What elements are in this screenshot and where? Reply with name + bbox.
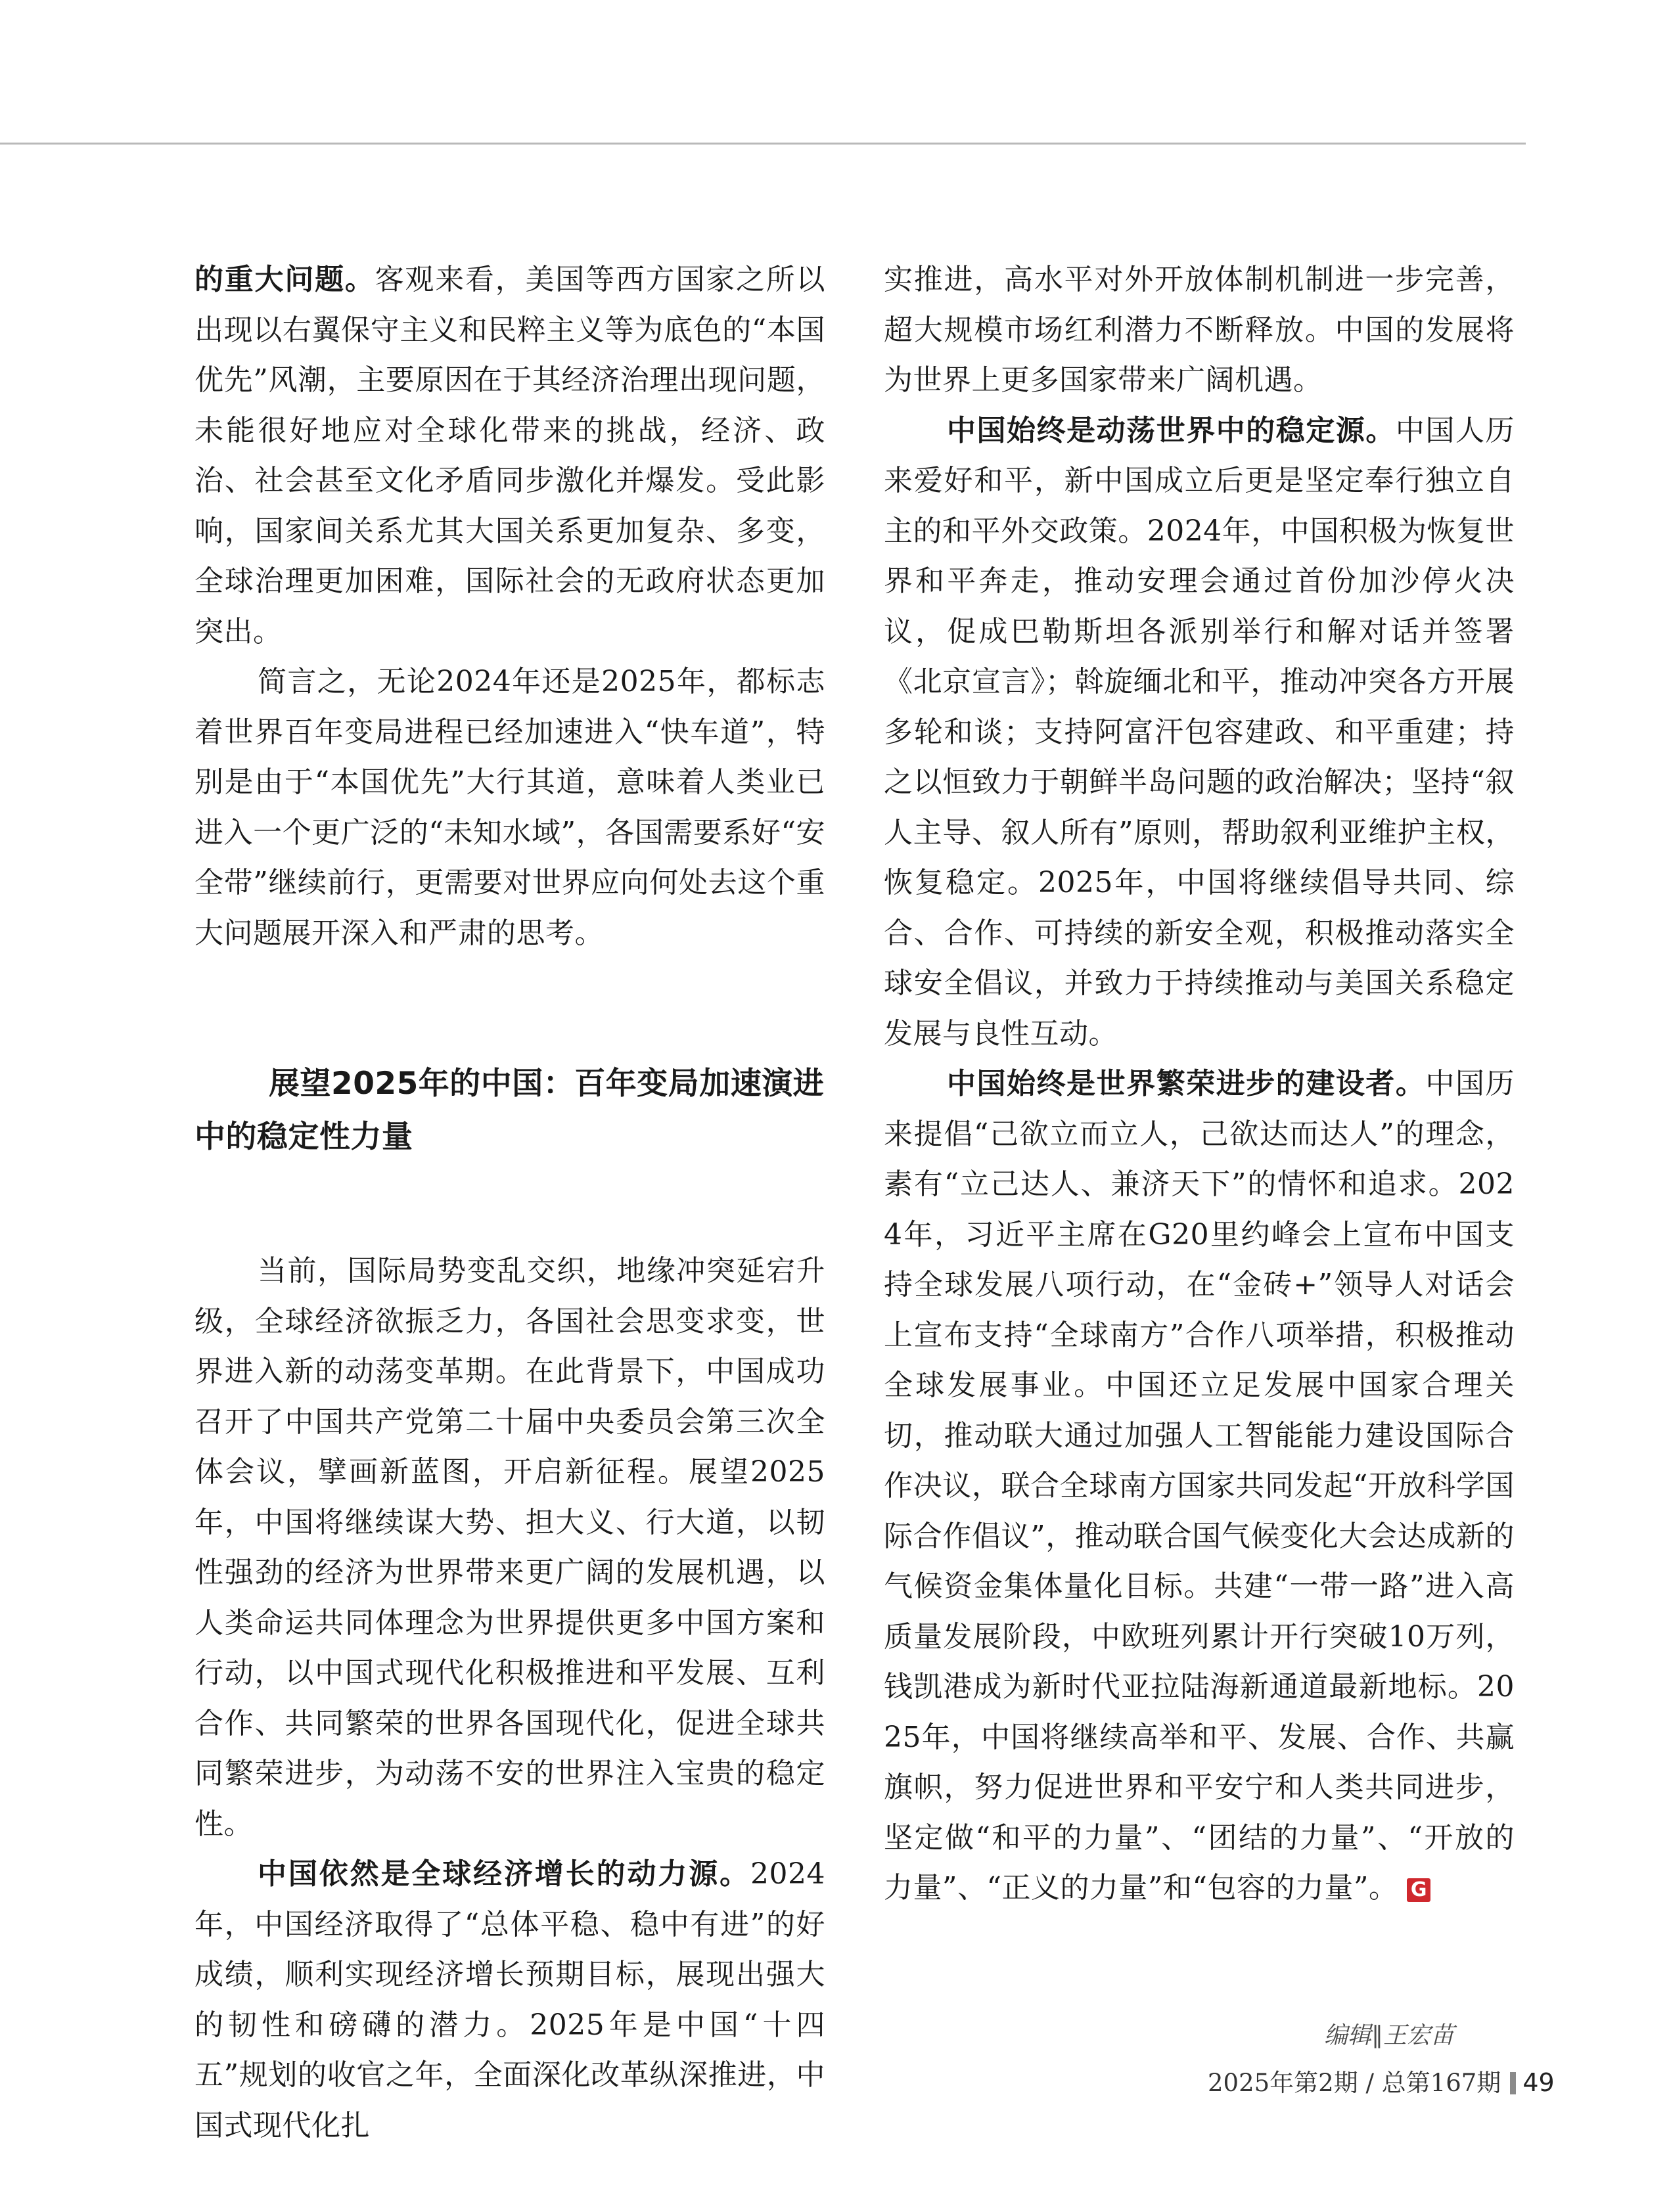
page-number: 49: [1522, 2068, 1555, 2097]
editor-credit: 编辑∥王宏苗: [1324, 2022, 1455, 2049]
paragraph-lead: 中国依然是全球经济增长的动力源。: [258, 1857, 751, 1891]
paragraph-lead: 中国始终是世界繁荣进步的建设者。: [947, 1067, 1426, 1100]
paragraph: [884, 406, 1515, 1060]
end-mark-logo-icon: G: [1407, 1878, 1430, 1902]
right-column: [884, 255, 1515, 1914]
paragraph: 实推进，高水平对外开放体制机制进一步完善，超大规模市场红利潜力不断释放。中国的发展将为世界上更多国家带来广阔机遇。: [884, 263, 1515, 397]
issue-info: 2025年第2期 / 总第167期: [1208, 2069, 1501, 2097]
paragraph-lead: 的重大问题。: [194, 263, 375, 296]
paragraph: [884, 1059, 1515, 1914]
paragraph-text: 2024年，中国经济取得了“总体平稳、稳中有进”的好成绩，顺利实现经济增长预期目标，展现出强大的韧性和磅礴的潜力。2025年是中国“十四五”规划的收官之年，全面深化改革纵深推进，中国式现代化扎: [194, 1857, 825, 2142]
paragraph-text: 客观来看，美国等西方国家之所以出现以右翼保守主义和民粹主义等为底色的“本国优先”风潮，主要原因在于其经济治理出现问题，未能很好地应对全球化带来的挑战，经济、政治、社会甚至文化矛盾同步激化并爆发。受此影响，国家间关系尤其大国关系更加复杂、多变，全球治理更加困难，国际社会的无政府状态更加突出。: [194, 263, 826, 648]
paragraph: 简言之，无论2024年还是2025年，都标志着世界百年变局进程已经加速进入“快车道”，特别是由于“本国优先”大行其道，意味着人类业已进入一个更广泛的“未知水域”，各国需要系好“安全带”继续前行，更需要对世界应向何处去这个重大问题展开深入和严肃的思考。: [194, 665, 825, 950]
left-column: [194, 255, 825, 2151]
header-rule: [0, 143, 1526, 145]
paragraph-lead: 中国始终是动荡世界中的稳定源。: [947, 413, 1396, 447]
page-footer: [1208, 2063, 1555, 2098]
section-heading: 展望2025年的中国：百年变局加速演进中的稳定性力量: [194, 1066, 825, 1155]
paragraph: [194, 255, 825, 657]
paragraph-text: 中国历来提倡“己欲立而立人，己欲达而达人”的理念，素有“立己达人、兼济天下”的情怀和追求。2024年，习近平主席在G20里约峰会上宣布中国支持全球发展八项行动，在“金砖+”领导人对话会上宣布支持“全球南方”合作八项举措，积极推动全球发展事业。中国还立足发展中国家合理关切，推动联大通过加强人工智能能力建设国际合作决议，联合全球南方国家共同发起“开放科学国际合作倡议”，推动联合国气候变化大会达成新的气候资金集体量化目标。共建“一带一路”进入高质量发展阶段，中欧班列累计开行突破10万列，钱凯港成为新时代亚拉陆海新通道最新地标。2025年，中国将继续高举和平、发展、合作、共赢旗帜，努力促进世界和平安宁和人类共同进步，坚定做“和平的力量”、“团结的力量”、“开放的力量”、“正义的力量”和“包容的力量”。: [884, 1067, 1515, 1905]
footer-divider: [1510, 2072, 1516, 2094]
paragraph-text: 中国人历来爱好和平，新中国成立后更是坚定奉行独立自主的和平外交政策。2024年，中国积极为恢复世界和平奔走，推动安理会通过首份加沙停火决议，促成巴勒斯坦各派别举行和解对话并签署《北京宣言》；斡旋缅北和平，推动冲突各方开展多轮和谈；支持阿富汗包容建政、和平重建；持之以恒致力于朝鲜半岛问题的政治解决；坚持“叙人主导、叙人所有”原则，帮助叙利亚维护主权，恢复稳定。2025年，中国将继续倡导共同、综合、合作、可持续的新安全观，积极推动落实全球安全倡议，并致力于持续推动与美国关系稳定发展与良性互动。: [884, 413, 1515, 1050]
paragraph: 当前，国际局势变乱交织，地缘冲突延宕升级，全球经济欲振乏力，各国社会思变求变，世界进入新的动荡变革期。在此背景下，中国成功召开了中国共产党第二十届中央委员会第三次全体会议，擘画新蓝图，开启新征程。展望2025年，中国将继续谋大势、担大义、行大道，以韧性强劲的经济为世界带来更广阔的发展机遇，以人类命运共同体理念为世界提供更多中国方案和行动，以中国式现代化积极推进和平发展、互利合作、共同繁荣的世界各国现代化，促进全球共同繁荣进步，为动荡不安的世界注入宝贵的稳定性。: [194, 1254, 825, 1841]
paragraph: [194, 1849, 825, 2151]
